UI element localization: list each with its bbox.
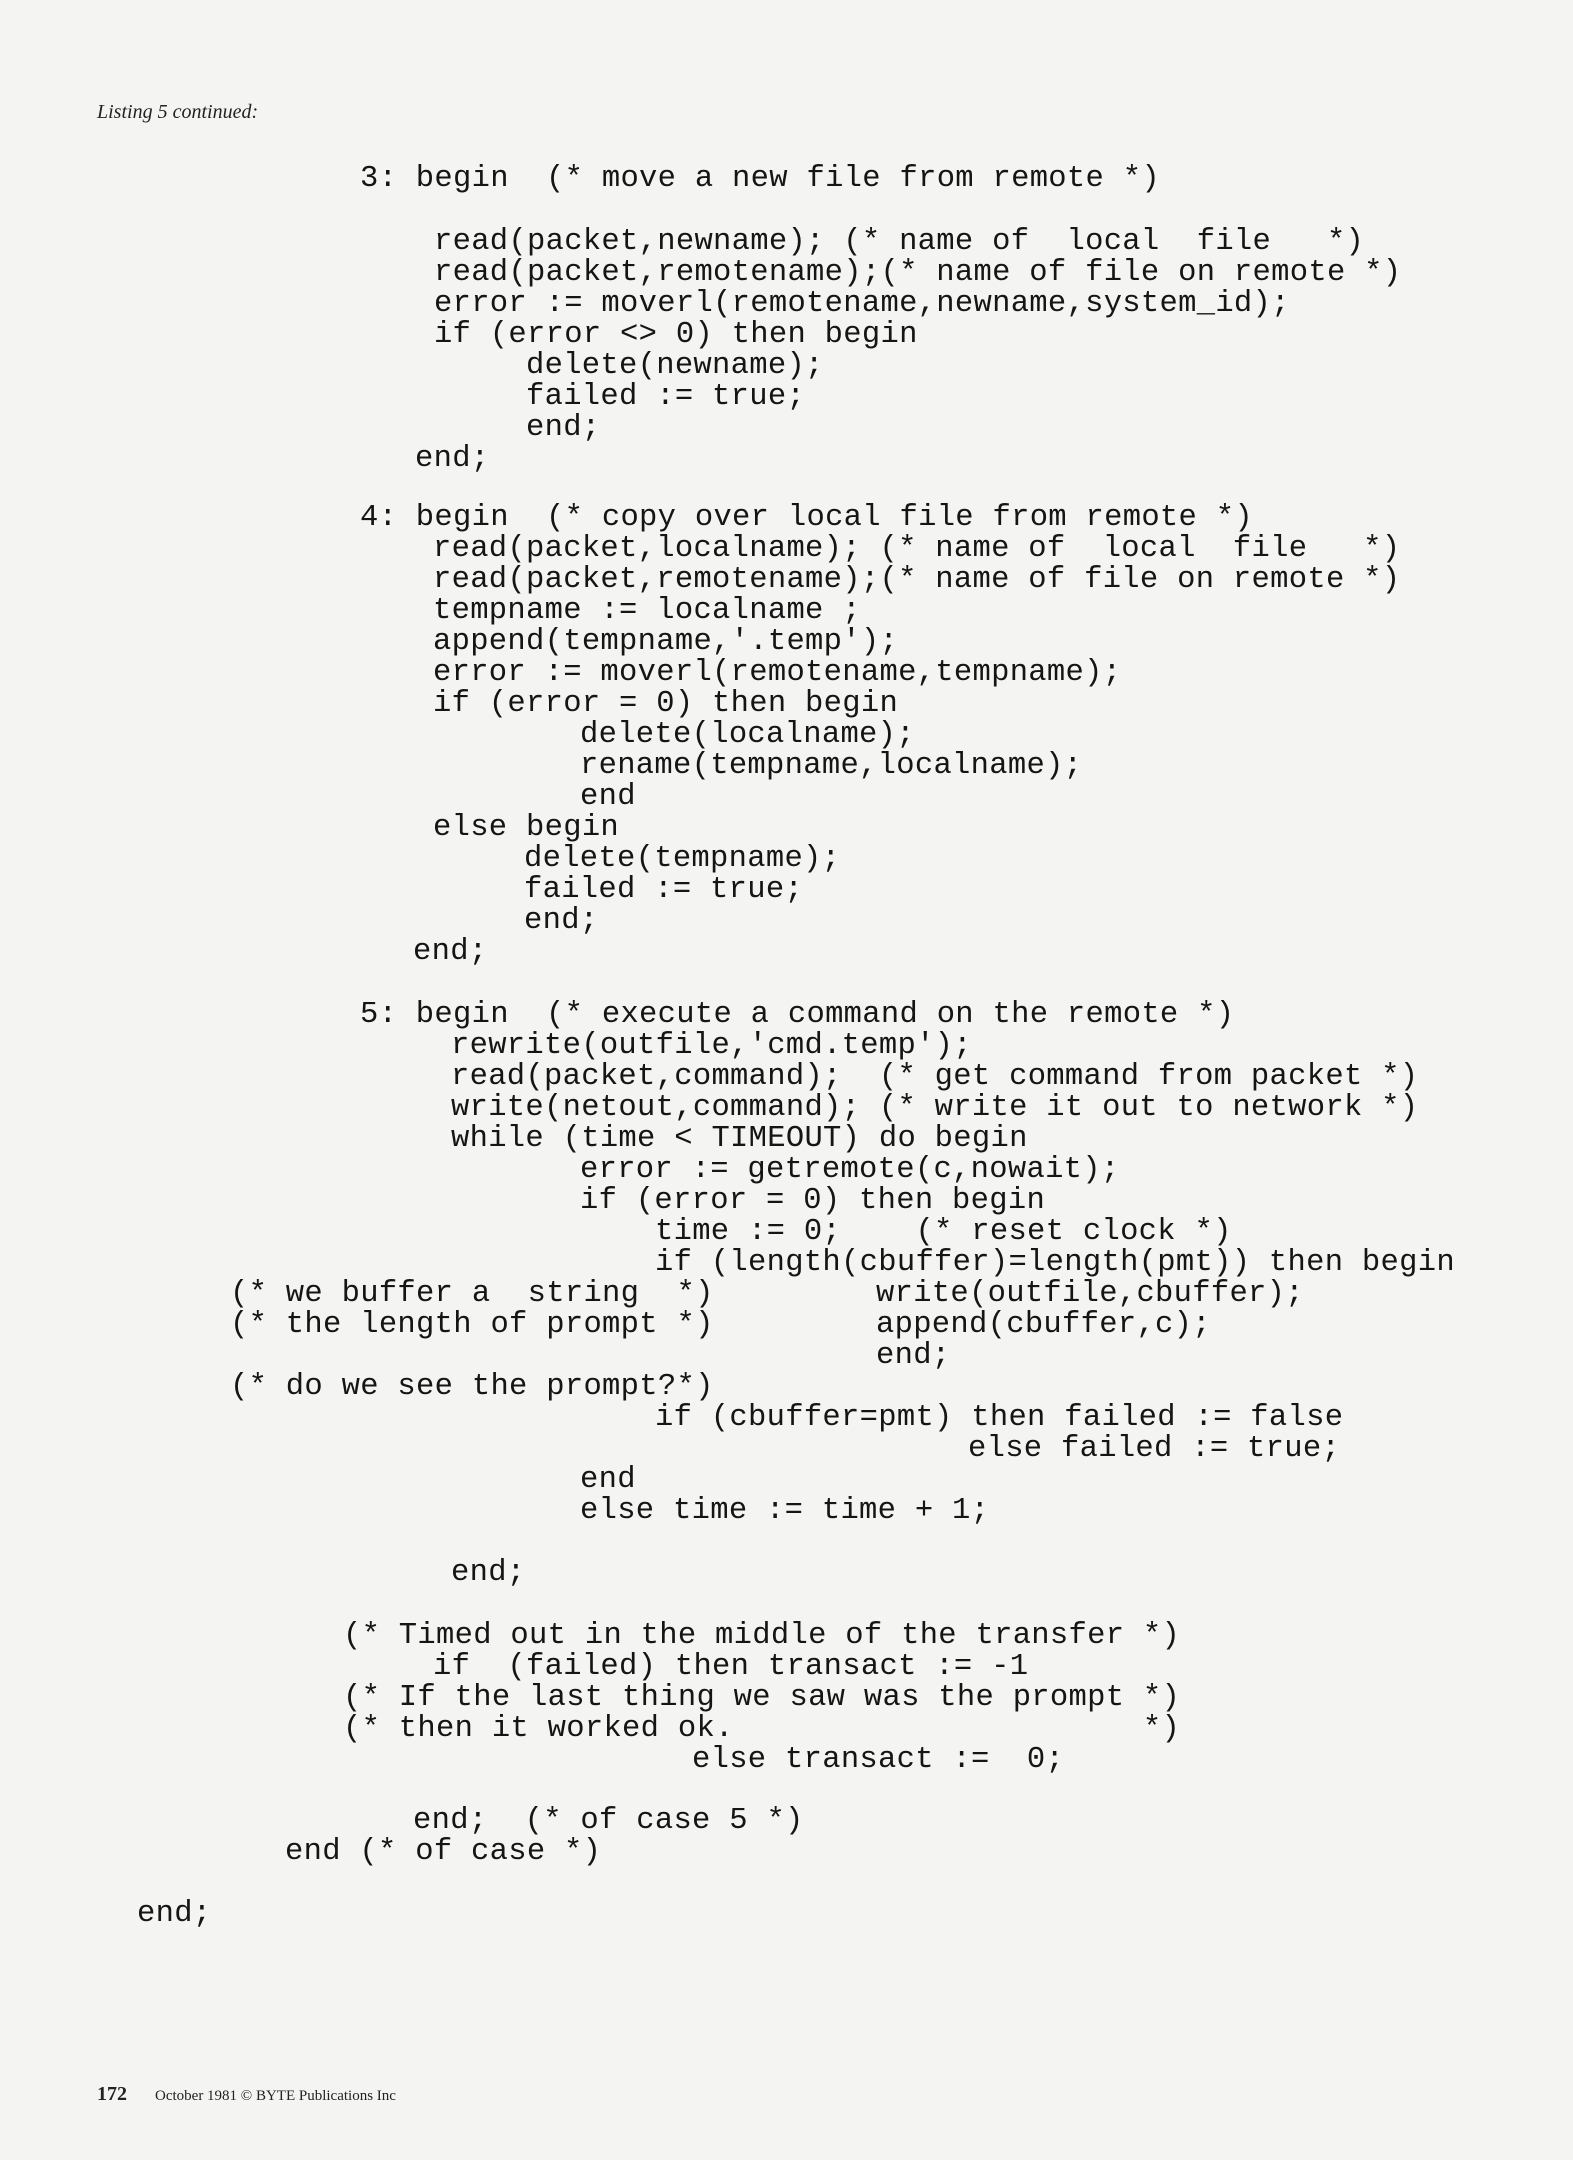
code-comment: (* then it worked ok. *) — [343, 1712, 1181, 1746]
code-line: read(packet,newname); (* name of local file *) — [434, 225, 1365, 259]
code-line: while (time < TIMEOUT) do begin — [451, 1122, 1028, 1156]
code-line: if (cbuffer=pmt) then failed := false — [655, 1401, 1344, 1435]
code-line: end; — [526, 411, 601, 445]
code-line: error := getremote(c,nowait); — [580, 1153, 1120, 1187]
code-line: end — [580, 780, 636, 814]
code-comment: (* do we see the prompt?*) — [230, 1370, 714, 1404]
code-comment: (* If the last thing we saw was the prompt *) — [343, 1681, 1181, 1715]
code-line: if (error = 0) then begin — [433, 687, 899, 721]
code-line: read(packet,remotename);(* name of file on remote *) — [434, 256, 1402, 290]
code-line: delete(localname); — [580, 718, 915, 752]
code-line: error := moverl(remotename,tempname); — [433, 656, 1122, 690]
code-line: else time := time + 1; — [580, 1494, 990, 1528]
code-line: error := moverl(remotename,newname,system_id); — [434, 287, 1290, 321]
code-line: end; — [876, 1339, 951, 1373]
code-comment: (* Timed out in the middle of the transfer *) — [343, 1619, 1181, 1653]
code-line: rewrite(outfile,'cmd.temp'); — [451, 1029, 972, 1063]
code-line: end (* of case *) — [285, 1835, 602, 1869]
code-line: 3: begin (* move a new file from remote *) — [360, 162, 1160, 196]
code-line: delete(newname); — [526, 349, 824, 383]
code-line: read(packet,localname); (* name of local file *) — [433, 532, 1401, 566]
code-comment: (* we buffer a string *) — [230, 1277, 714, 1311]
code-line: else begin — [433, 811, 620, 845]
code-line: append(cbuffer,c); — [876, 1308, 1211, 1342]
code-line: end; (* of case 5 *) — [413, 1804, 804, 1838]
code-line: 4: begin (* copy over local file from remote *) — [360, 501, 1253, 535]
code-comment: (* the length of prompt *) — [230, 1308, 714, 1342]
code-line: delete(tempname); — [524, 842, 841, 876]
code-line: if (error = 0) then begin — [580, 1184, 1046, 1218]
code-line: 5: begin (* execute a command on the remote *) — [360, 998, 1235, 1032]
code-line: read(packet,remotename);(* name of file on remote *) — [433, 563, 1401, 597]
publication-credit: October 1981 © BYTE Publications Inc — [155, 2088, 396, 2104]
page-number: 172 — [97, 2083, 127, 2105]
code-line: time := 0; (* reset clock *) — [655, 1215, 1232, 1249]
page-footer — [97, 2083, 396, 2106]
code-line: append(tempname,'.temp'); — [433, 625, 899, 659]
code-line: if (error <> 0) then begin — [434, 318, 918, 352]
code-line: end; — [413, 935, 488, 969]
code-line: if (length(cbuffer)=length(pmt)) then begin — [655, 1246, 1455, 1280]
code-line: end; — [524, 904, 599, 938]
code-line: if (failed) then transact := -1 — [433, 1650, 1029, 1684]
code-line: failed := true; — [524, 873, 804, 907]
code-line: end; — [137, 1897, 212, 1931]
code-line: end — [580, 1463, 636, 1497]
code-line: write(netout,command); (* write it out to network *) — [451, 1091, 1419, 1125]
listing-caption: Listing 5 continued: — [97, 101, 259, 123]
code-line: failed := true; — [526, 380, 806, 414]
code-line: rename(tempname,localname); — [580, 749, 1083, 783]
code-line: else failed := true; — [968, 1432, 1341, 1466]
code-line: read(packet,command); (* get command from packet *) — [451, 1060, 1419, 1094]
code-line: end; — [451, 1556, 526, 1590]
code-line: else transact := 0; — [692, 1743, 1065, 1777]
code-line: write(outfile,cbuffer); — [876, 1277, 1304, 1311]
code-line: tempname := localname ; — [433, 594, 861, 628]
code-line: end; — [415, 442, 490, 476]
